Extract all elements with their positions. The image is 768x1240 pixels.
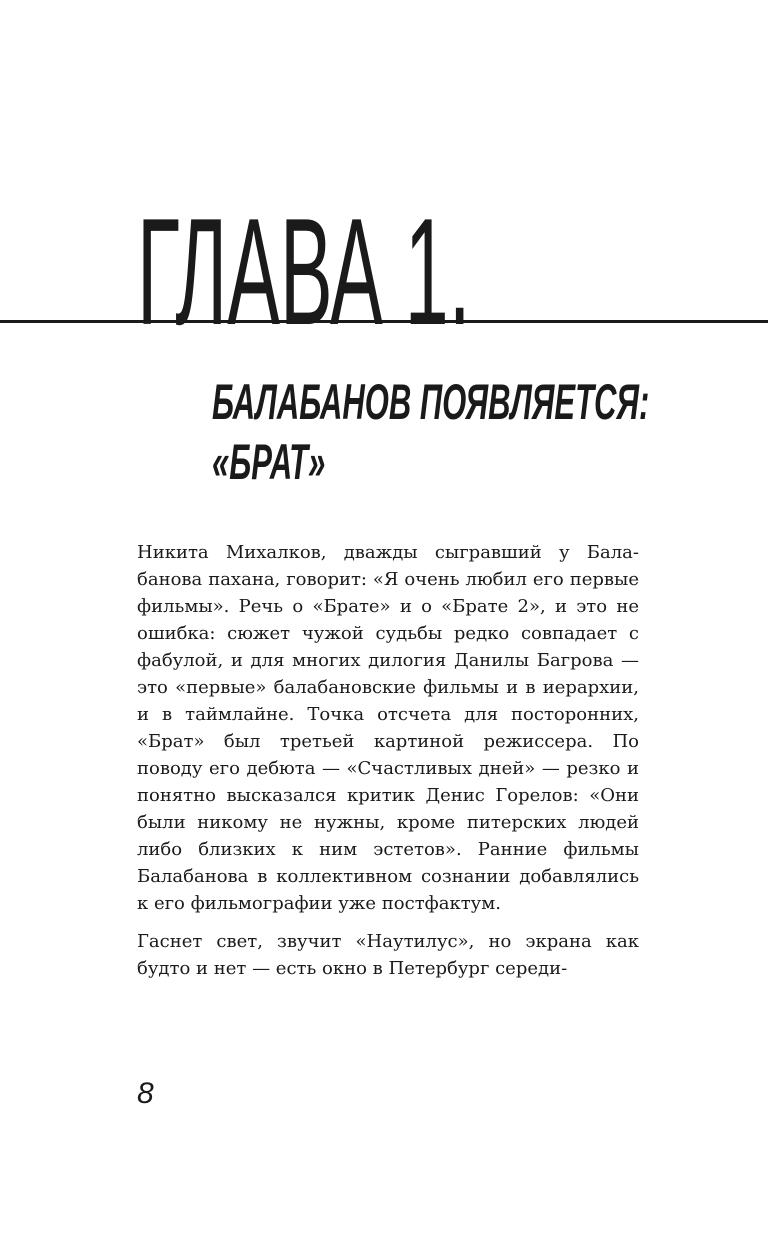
page-number: 8 <box>137 1077 154 1110</box>
paragraph-2: Гаснет свет, звучит «Наутилус», но экрана как будто и нет — есть окно в Петербург середи- <box>137 931 639 979</box>
chapter-heading: ГЛАВА 1. <box>137 187 471 357</box>
chapter-title-line-2: «БРАТ» <box>212 434 326 490</box>
paragraph-1: Никита Михалков, дважды сыгравший у Балабанова пахана, говорит: «Я очень любил его первые фильмы». Речь о «Брате» и о «Брате 2», и это не ошибка: сюжет чужой судьбы редко совпадает с фабулой, и для многих дилогия Данилы Багрова — это «первые» балабановские фильмы и в иерархии, и в таймлайне. Точка отсчета для посторонних, «Брат» был третьей картиной режиссера. По поводу его дебюта — «Счастливых дней» — резко и понятно высказался критик Денис Горелов: «Они были никому не нужны, кроме питерских людей либо близких к ним эстетов». Ранние фильмы Балабанова в коллективном сознании добавлялись к его фильмографии уже постфактум. <box>137 542 639 914</box>
chapter-title <box>212 372 649 492</box>
chapter-title-line-1: БАЛАБАНОВ ПОЯВЛЯЕТСЯ: <box>212 374 650 430</box>
body-text <box>137 539 639 993</box>
